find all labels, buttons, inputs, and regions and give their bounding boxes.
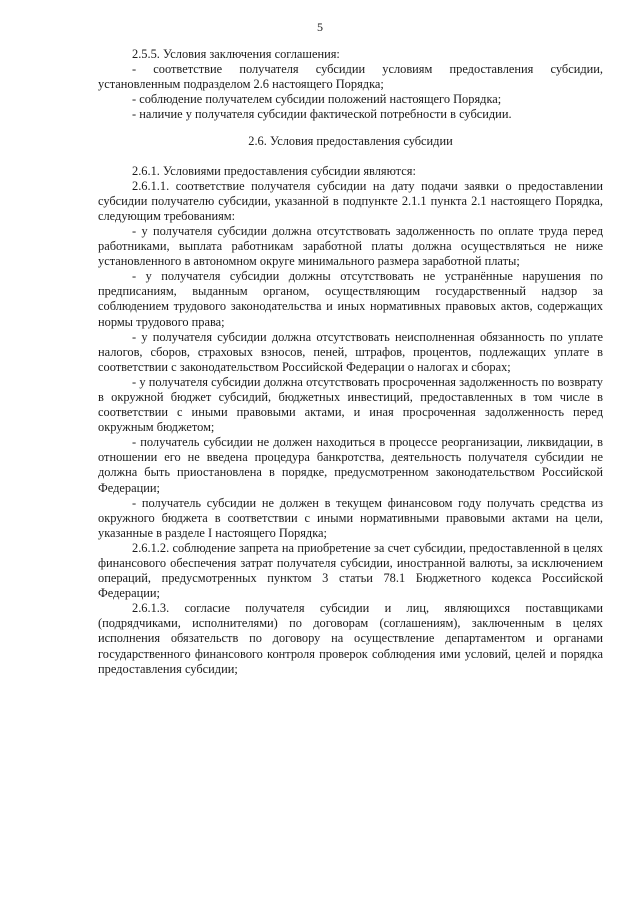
paragraph: 2.6.1. Условиями предоставления субсидии являются:	[132, 163, 416, 178]
page-number: 5	[317, 20, 323, 34]
paragraph: 2.6.1.3. согласие получателя субсидии и лиц, являющихся поставщиками (подрядчиками, исполнителями) по договорам (соглашениям), заключенным в целях исполнения обязательств по договору на осуществление департаментом и органами государственного финансового контроля проверок соблюдения ими условий, целей и порядка предоставления субсидии;	[98, 601, 603, 676]
list-item: - наличие у получателя субсидии фактической потребности в субсидии.	[132, 107, 512, 122]
section-title-2-5-5: 2.5.5. Условия заключения соглашения:	[132, 47, 340, 61]
list-item: - у получателя субсидии должна отсутствовать неисполненная обязанность по уплате налогов, сборов, страховых взносов, пеней, штрафов, процентов, подлежащих уплате в соответствии с законодательством Российской Федерации о налогах и сборах;	[98, 329, 603, 374]
paragraph: 2.6.1.2. соблюдение запрета на приобретение за счет субсидии, предоставленной в целях финансового обеспечения затрат получателя субсидии, иностранной валюты, за исключением операций, предусмотренных пунктом 3 статьи 78.1 Бюджетного кодекса Российской Федерации;	[98, 540, 603, 601]
document-body	[98, 47, 603, 677]
list-item: - получатель субсидии не должен находиться в процессе реорганизации, ликвидации, в отношении его не введена процедура банкротства, деятельность получателя субсидии не должна быть приостановлена в порядке, предусмотренном законодательством Российской Федерации;	[98, 435, 603, 495]
list-item: - соответствие получателя субсидии условиям предоставления субсидии, установленным подразделом 2.6 настоящего Порядка;	[98, 62, 603, 92]
paragraph: 2.6.1.1. соответствие получателя субсидии на дату подачи заявки о предоставлении субсидии получателю субсидии, указанной в подпункте 2.1.1 пункта 2.1 настоящего Порядка, следующим требованиям:	[98, 178, 603, 223]
list-item: - у получателя субсидии должны отсутствовать не устранённые нарушения по предписаниям, выданным органом, осуществляющим государственный надзор за соблюдением трудового законодательства и иных нормативных правовых актов, содержащих нормы трудового права;	[98, 269, 603, 329]
list-item: - у получателя субсидии должна отсутствовать задолженность по оплате труда перед работниками, выплата работникам заработной платы должна осуществляться не ниже установленного в автономном округе минимального размера заработной платы;	[98, 223, 603, 269]
list-item: - получатель субсидии не должен в текущем финансовом году получать средства из окружного бюджета в соответствии с иными нормативными правовыми актами на цели, указанные в разделе I настоящего Порядка;	[98, 495, 603, 540]
list-item: - соблюдение получателем субсидии положений настоящего Порядка;	[132, 92, 502, 107]
list-item: - у получателя субсидии должна отсутствовать просроченная задолженность по возврату в окружной бюджет субсидий, бюджетных инвестиций, предоставленных в том числе в соответствии с иными правовыми актами, и иная просроченная задолженность перед окружным бюджетом;	[98, 374, 603, 435]
section-heading-2-6: 2.6. Условия предоставления субсидии	[248, 134, 453, 149]
